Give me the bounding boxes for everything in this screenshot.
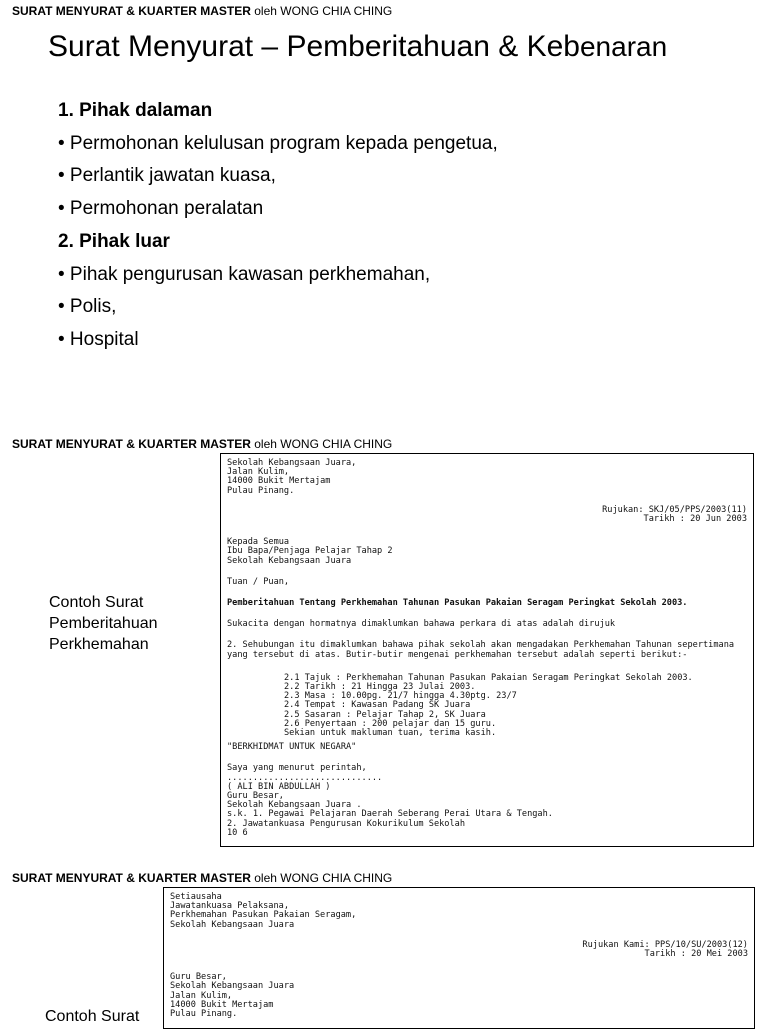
list-item: • Permohonan kelulusan program kepada pengetua,: [58, 132, 498, 154]
list-item: • Hospital: [58, 328, 139, 350]
slide-header: SURAT MENYURAT & KUARTER MASTER oleh WONG CHIA CHING: [12, 4, 393, 18]
list-heading: 1. Pihak dalaman: [58, 100, 213, 121]
slide-header: SURAT MENYURAT & KUARTER MASTER oleh WONG CHIA CHING: [12, 437, 393, 451]
list-heading: 2. Pihak luar: [58, 230, 170, 252]
list-item: • Perlantik jawatan kuasa,: [58, 165, 276, 187]
list-item: • Pihak pengurusan kawasan perkhemahan,: [58, 263, 431, 285]
slide-header: SURAT MENYURAT & KUARTER MASTER oleh WONG CHIA CHING: [12, 871, 393, 885]
sample-letter: Setiausaha Jawatankuasa Pelaksana, Perkhemahan Pasukan Pakaian Seragam, Sekolah Kebangsaan Juara Rujukan Kami: PPS/10/SU/2003(12) Tarikh : 20 Mei 2003 Guru Besar, Sekolah Kebangsaan Juara Jalan Kulim, 14000 Bukit Mertajam Pulau Pinang.: [163, 887, 755, 1029]
sample-letter: Sekolah Kebangsaan Juara, Jalan Kulim, 14000 Bukit Mertajam Pulau Pinang. Rujukan: SKJ/05/PPS/2003(11) Tarikh : 20 Jun 2003 Kepada Semua Ibu Bapa/Penjaga Pelajar Tahap 2 Sekolah Kebangsaan Juara Tuan / Puan, Pemberitahuan Tentang Perkhemahan Tahunan Pasukan Pakaian Seragam Peringkat Sekolah 2003. Sukacita dengan hormatnya dimaklumkan bahawa perkara di atas adalah dirujuk 2. Sehubungan itu dimaklumkan bahawa pihak sekolah akan mengadakan Perkhemahan Tahunan sepertimana yang tersebut di atas. Butir-butir mengenai perkhemahan tersebut adalah seperti berikut:- 2.1 Tajuk : Perkhemahan Tahunan Pasukan Pakaian Seragam Peringkat Sekolah 2003. 2.2 Tarikh : 21 Hingga 23 Julai 2003. 2.3 Masa : 10.00pg. 21/7 hingga 4.30ptg. 23/7 2.4 Tempat : Kawasan Padang SK Juara 2.5 Sasaran : Pelajar Tahap 2, SK Juara 2.6 Penyertaan : 200 pelajar dan 15 guru. Sekian untuk makluman tuan, terima kasih. "BERKHIDMAT UNTUK NEGARA" Saya yang menurut perintah, .............................. ( ALI BIN ABDULLAH ) Guru Besar, Sekolah Kebangsaan Juara . s.k. 1. Pegawai Pelajaran Daerah Seberang Perai Utara & Tengah. 2. Jawatankuasa Pengurusan Kokurikulum Sekolah 10 6: [220, 453, 754, 847]
list-item: • Permohonan peralatan: [58, 198, 264, 220]
letter-caption: Contoh Surat Pemberitahuan Perkhemahan: [49, 594, 158, 653]
list-item: • Polis,: [58, 296, 117, 318]
letter-caption: Contoh Surat: [45, 1008, 140, 1025]
bullet-list: [58, 95, 498, 357]
page-title: Surat Menyurat – Pemberitahuan & Kebenaran: [48, 30, 668, 63]
